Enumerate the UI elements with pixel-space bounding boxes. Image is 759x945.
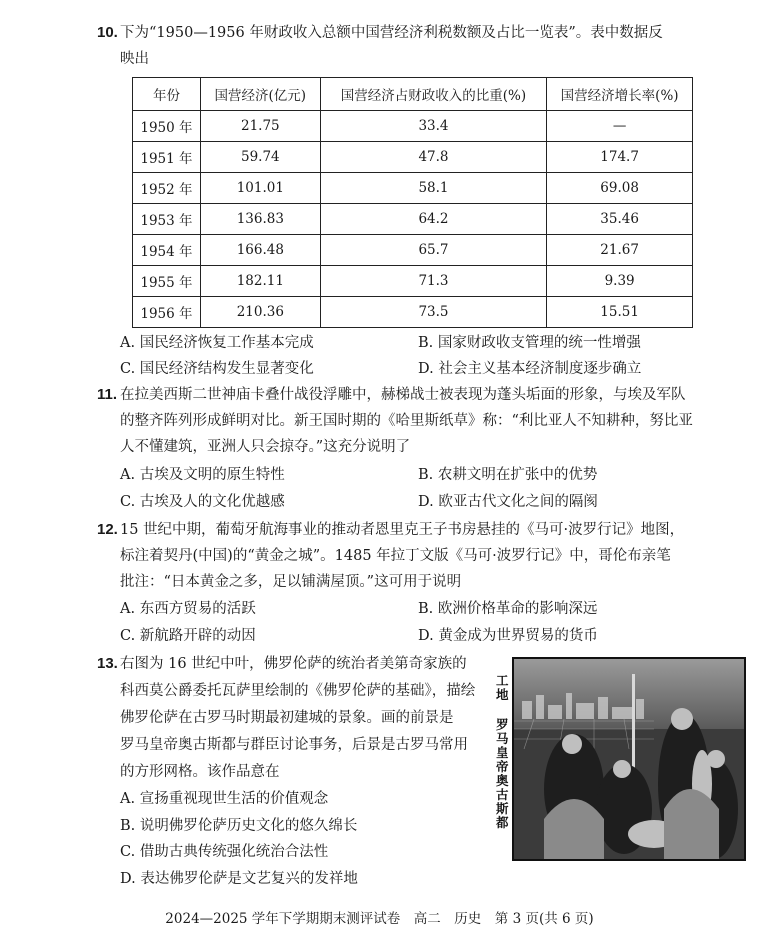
table-cell: 1953 年 [133,204,201,235]
figure-label-emperor: 罗马皇帝奥古斯都 [496,717,509,830]
q13-option-c[interactable]: C. 借助古典传统强化统治合法性 [120,844,329,860]
table-header-row [133,78,693,111]
q11-option-b[interactable]: B. 农耕文明在扩张中的优势 [418,467,598,483]
table-cell: 166.48 [200,235,320,266]
table-cell: 182.11 [200,266,320,297]
question-12-number: 12. [97,521,118,538]
table-cell: 136.83 [200,204,320,235]
figure-label-site: 工地 [496,673,509,702]
question-13-line3: 佛罗伦萨在古罗马时期最初建城的景象。画的前景是 [120,710,454,726]
question-12-line2: 标注着契丹(中国)的“黄金之城”。1485 年拉丁文版《马可·波罗行记》中，哥伦布亲笔 [120,548,671,564]
question-11-line2: 的整齐阵列形成鲜明对比。新王国时期的《哈里斯纸草》称：“利比亚人不知耕种，努比亚 [120,413,693,429]
table-cell: 174.7 [547,142,693,173]
table-row [133,111,693,142]
table-header-cell: 国营经济增长率(%) [547,78,693,111]
table-cell: 59.74 [200,142,320,173]
painting-illustration [514,659,744,859]
q12-option-c[interactable]: C. 新航路开辟的动因 [120,628,256,644]
table-row [133,235,693,266]
question-12-line1: 15 世纪中期，葡萄牙航海事业的推动者恩里克王子书房悬挂的《马可·波罗行记》地图， [120,522,685,538]
table-row [133,142,693,173]
table-header-cell: 年份 [133,78,201,111]
table-row [133,173,693,204]
table-cell: 1956 年 [133,297,201,328]
question-11-line1: 在拉美西斯二世神庙卡叠什战役浮雕中，赫梯战士被表现为蓬头垢面的形象，与埃及军队 [120,387,686,403]
table-cell: 47.8 [320,142,547,173]
table-row [133,297,693,328]
q10-option-b[interactable]: B. 国家财政收支管理的统一性增强 [418,335,641,351]
q12-option-b[interactable]: B. 欧洲价格革命的影响深远 [418,601,598,617]
question-13-line1: 右图为 16 世纪中叶，佛罗伦萨的统治者美第奇家族的 [120,656,467,672]
fiscal-revenue-table [132,77,693,328]
table-header-cell: 国营经济(亿元) [200,78,320,111]
table-cell: 64.2 [320,204,547,235]
table-cell: 1951 年 [133,142,201,173]
q11-option-a[interactable]: A. 古埃及文明的原生特性 [120,467,285,483]
question-10-stem-line1: 下为“1950—1956 年财政收入总额中国营经济利税数额及占比一览表”。表中数据反 [120,25,663,41]
table-cell: 1952 年 [133,173,201,204]
table-row [133,204,693,235]
question-12-line3: 批注：“日本黄金之多，足以铺满屋顶。”这可用于说明 [120,574,462,590]
table-cell: 1955 年 [133,266,201,297]
table-cell: 69.08 [547,173,693,204]
q10-option-c[interactable]: C. 国民经济结构发生显著变化 [120,361,314,377]
q11-option-c[interactable]: C. 古埃及人的文化优越感 [120,494,285,510]
table-cell: 21.67 [547,235,693,266]
question-10-number: 10. [97,24,118,41]
table-cell: 65.7 [320,235,547,266]
table-cell: 101.01 [200,173,320,204]
table-cell: 1950 年 [133,111,201,142]
page-footer: 2024—2025 学年下学期期末测评试卷 高二 历史 第 3 页(共 6 页) [165,911,594,927]
q10-option-a[interactable]: A. 国民经济恢复工作基本完成 [120,335,314,351]
question-13-line4: 罗马皇帝奥古斯都与群臣讨论事务，后景是古罗马常用 [120,737,468,753]
question-13-number: 13. [97,655,118,672]
table-cell: 35.46 [547,204,693,235]
table-cell: 21.75 [200,111,320,142]
q12-option-a[interactable]: A. 东西方贸易的活跃 [120,601,256,617]
q13-option-d[interactable]: D. 表达佛罗伦萨是文艺复兴的发祥地 [120,871,358,887]
question-11-line3: 人不懂建筑，亚洲人只会掠夺。”这充分说明了 [120,439,411,455]
question-13-line5: 的方形网格。该作品意在 [120,764,280,780]
table-cell: — [547,111,693,142]
renaissance-painting-image [512,657,746,861]
q13-option-b[interactable]: B. 说明佛罗伦萨历史文化的悠久绵长 [120,818,358,834]
table-cell: 58.1 [320,173,547,204]
table-cell: 71.3 [320,266,547,297]
table-cell: 15.51 [547,297,693,328]
table-cell: 9.39 [547,266,693,297]
question-11-number: 11. [97,386,118,403]
table-cell: 210.36 [200,297,320,328]
table-cell: 33.4 [320,111,547,142]
question-13-line2: 科西莫公爵委托瓦萨里绘制的《佛罗伦萨的基础》，描绘 [120,683,476,699]
q11-option-d[interactable]: D. 欧亚古代文化之间的隔阂 [418,494,598,510]
table-header-cell: 国营经济占财政收入的比重(%) [320,78,547,111]
table-row [133,266,693,297]
table-cell: 1954 年 [133,235,201,266]
question-10-stem-line2: 映出 [120,51,149,67]
q12-option-d[interactable]: D. 黄金成为世界贸易的货币 [418,628,598,644]
table-cell: 73.5 [320,297,547,328]
q10-option-d[interactable]: D. 社会主义基本经济制度逐步确立 [418,361,642,377]
q13-option-a[interactable]: A. 宣扬重视现世生活的价值观念 [120,791,329,807]
